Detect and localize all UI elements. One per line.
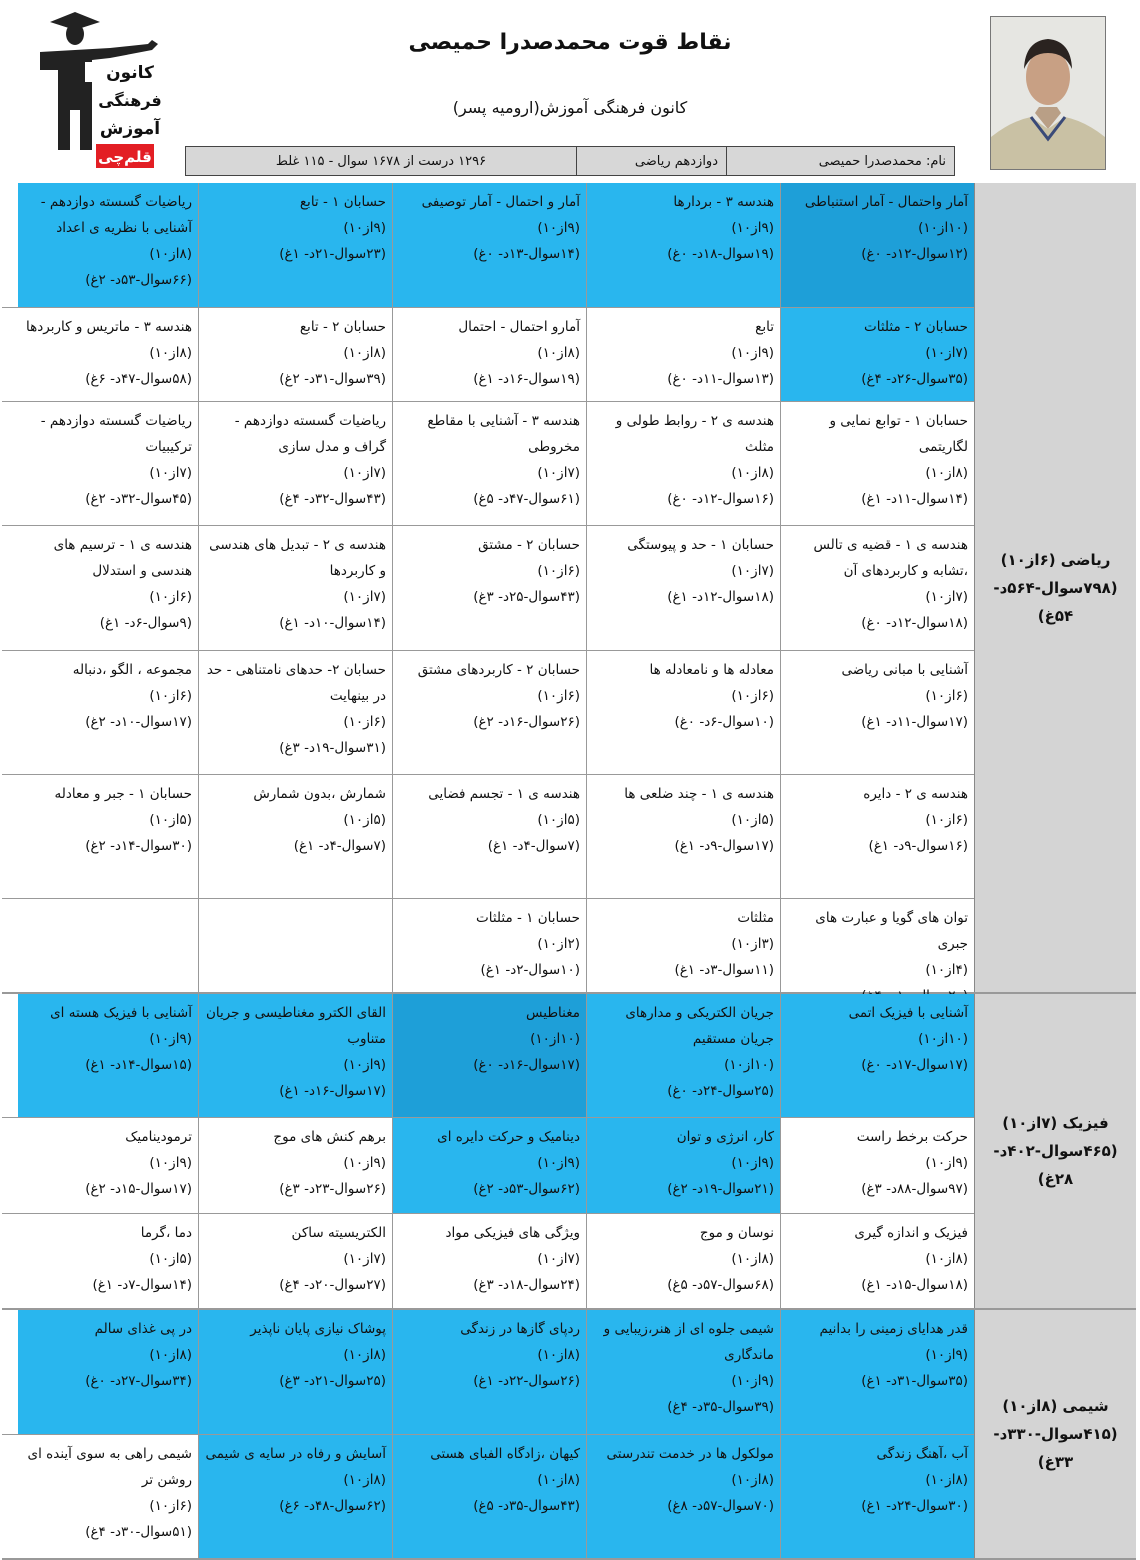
- topic-stats: (۲۵سوال-۲۴د- ۰غ): [667, 1083, 774, 1099]
- topic-score: (۵از۱۰): [537, 812, 580, 828]
- topic-cell: [18, 183, 198, 307]
- table-row: [2, 308, 974, 402]
- topic-stats: (۱۷سوال-۱۰د- ۲غ): [85, 714, 192, 730]
- topic-name: هندسه ۳ - بردارها: [673, 194, 774, 210]
- topic-stats: (۴۵سوال-۳۲د- ۲غ): [85, 491, 192, 507]
- topic-stats: (۲۴سوال-۱۸د- ۳غ): [473, 1277, 580, 1293]
- topic-name: آمار واحتمال - آمار استنباطی: [804, 194, 968, 210]
- topic-cell: [780, 526, 974, 650]
- topic-name: مولکول ها در خدمت تندرستی: [606, 1446, 774, 1462]
- topic-name: حسابان ۲ - کاربردهای مشتق: [417, 662, 580, 678]
- table-row: [2, 402, 974, 526]
- topic-stats: (۱۰سوال-۶د- ۰غ): [674, 714, 774, 730]
- topic-name: ویژگی های فیزیکی مواد: [445, 1225, 580, 1241]
- topic-cell: [198, 1310, 392, 1434]
- topic-cell: [586, 651, 780, 774]
- topic-name: هندسه ی ۱ - ترسیم های هندسی و استدلال: [53, 537, 192, 579]
- topic-name: هندسه ۳ - آشنایی با مقاطع مخروطی: [427, 413, 580, 455]
- topic-name: دینامیک و حرکت دایره ای: [437, 1129, 580, 1145]
- topic-stats: (۱۷سوال-۹د- ۱غ): [674, 838, 774, 854]
- logo-line-2: فرهنگی: [98, 91, 162, 110]
- topic-name: حرکت برخط راست: [856, 1129, 968, 1145]
- topic-name: ریاضیات گسسته دوازدهم - آشنایی با نظریه ی اعداد: [40, 194, 192, 236]
- topic-stats: (۵۱سوال-۳۰د- ۴غ): [85, 1524, 192, 1540]
- topic-name: شیمی راهی به سوی آینده ای روشن تر: [27, 1446, 192, 1488]
- topic-name: مغناطیس: [526, 1005, 580, 1021]
- topic-cell: [18, 994, 198, 1117]
- topic-name: قدر هدایای زمینی را بدانیم: [819, 1321, 968, 1337]
- topic-score: (۸از۱۰): [925, 1251, 968, 1267]
- topic-name: حسابان ۱ - جبر و معادله: [54, 786, 192, 802]
- topic-score: (۷از۱۰): [343, 465, 386, 481]
- topic-cell: [780, 308, 974, 401]
- topic-stats: (۱۱سوال-۳د- ۱غ): [674, 962, 774, 978]
- topic-score: (۷از۱۰): [537, 465, 580, 481]
- topic-score: (۷از۱۰): [343, 589, 386, 605]
- topic-cell: [198, 651, 392, 774]
- topic-score: (۵از۱۰): [149, 1251, 192, 1267]
- topic-score: (۶از۱۰): [925, 812, 968, 828]
- topic-cell: [586, 1118, 780, 1213]
- topic-stats: (۱۹سوال-۱۸د- ۰غ): [667, 246, 774, 262]
- topic-stats: (۱۷سوال-۱۶د- ۱غ): [279, 1083, 386, 1099]
- topic-stats: (۱۰سوال-۲د- ۱غ): [480, 962, 580, 978]
- topic-name: هندسه ی ۱ - قضیه ی تالس ،تشابه و کاربردهای آن: [813, 537, 968, 579]
- topic-stats: (۳۵سوال-۲۶د- ۴غ): [861, 371, 968, 387]
- topic-name: حسابان ۱ - مثلثات: [476, 910, 580, 926]
- topic-score: (۱۰از۱۰): [724, 1057, 774, 1073]
- topic-name: پوشاک نیازی پایان ناپذیر: [250, 1321, 386, 1337]
- topic-name: تابع: [755, 319, 774, 335]
- subject-block: [2, 1310, 1136, 1560]
- topic-cell: [586, 308, 780, 401]
- student-avatar-icon: [991, 17, 1105, 169]
- topic-cell: [18, 899, 198, 992]
- topic-cell: [780, 1310, 974, 1434]
- topic-stats: (۶۲سوال-۴۸د- ۶غ): [279, 1498, 386, 1514]
- topic-score: (۷از۱۰): [925, 345, 968, 361]
- topic-stats: (۱۹سوال-۱۶د- ۱غ): [473, 371, 580, 387]
- topic-score: (۵از۱۰): [149, 812, 192, 828]
- subject-block: [2, 994, 1136, 1310]
- topic-cell: [198, 402, 392, 525]
- topic-cell: [198, 994, 392, 1117]
- topic-score: (۸از۱۰): [343, 1472, 386, 1488]
- topic-cell: [18, 1214, 198, 1308]
- topic-stats: (۱۴سوال-۱۱د- ۱غ): [861, 491, 968, 507]
- logo-line-4: قلم‌چی: [98, 148, 152, 166]
- topic-stats: (۳۴سوال-۲۷د- ۰غ): [85, 1373, 192, 1389]
- topic-stats: (۹۷سوال-۸۸د- ۳غ): [861, 1181, 968, 1197]
- topic-stats: (۴۳سوال-۳۵د- ۵غ): [473, 1498, 580, 1514]
- topic-name: حسابان ۱ - تابع: [299, 194, 386, 210]
- topic-stats: (۱۳سوال-۱۱د- ۰غ): [667, 371, 774, 387]
- topic-name: هندسه ی ۱ - تجسم فضایی: [428, 786, 580, 802]
- topic-stats: (۱۶سوال-۱۲د- ۰غ): [667, 491, 774, 507]
- table-row: [2, 183, 974, 308]
- topic-stats: (۱۷سوال-۱۵د- ۲غ): [85, 1181, 192, 1197]
- topic-cell: [586, 526, 780, 650]
- topic-cell: [780, 1214, 974, 1308]
- topic-score: (۱۰از۱۰): [918, 220, 968, 236]
- topic-score: (۶از۱۰): [149, 589, 192, 605]
- topic-stats: (۲۷سوال-۲۰د- ۴غ): [279, 1277, 386, 1293]
- topic-cell: [586, 775, 780, 898]
- topic-cell: [392, 1214, 586, 1308]
- topic-cell: [18, 1435, 198, 1558]
- topic-name: هندسه ی ۲ - تبدیل های هندسی و کاربردها: [209, 537, 386, 579]
- student-stats-field: ۱۲۹۶ درست از ۱۶۷۸ سوال - ۱۱۵ غلط: [275, 153, 487, 169]
- topic-score: (۸از۱۰): [149, 345, 192, 361]
- topic-score: (۹از۱۰): [731, 1155, 774, 1171]
- topic-score: (۸از۱۰): [343, 1347, 386, 1363]
- topic-score: (۱۰از۱۰): [918, 1031, 968, 1047]
- subject-label: ریاضی (۶از۱۰) (۷۹۸سوال-۵۶۴د- ۵۴غ): [974, 183, 1136, 992]
- topic-stats: (۲۳سوال-۲۱د- ۱غ): [279, 246, 386, 262]
- subject-label: شیمی (۸از۱۰) (۴۱۵سوال-۳۳۰د- ۳۳غ): [974, 1310, 1136, 1558]
- strengths-table: [2, 183, 1136, 1560]
- topic-stats: (۳۹سوال-۳۱د- ۲غ): [279, 371, 386, 387]
- topic-cell: [18, 775, 198, 898]
- topic-cell: [780, 402, 974, 525]
- student-grade-field: دوازدهم ریاضی: [576, 147, 726, 175]
- topic-stats: (۹سوال-۶د- ۱غ): [99, 615, 192, 631]
- topic-score: (۹از۱۰): [537, 1155, 580, 1171]
- topic-stats: (۱۲سوال-۱۲د- ۰غ): [861, 246, 968, 262]
- topic-name: ریاضیات گسسته دوازدهم - ترکیبیات: [40, 413, 192, 455]
- table-row: [2, 1214, 974, 1308]
- topic-cell: [18, 402, 198, 525]
- topic-cell: [392, 994, 586, 1117]
- topic-name: حسابان ۱ - حد و پیوستگی: [627, 537, 774, 553]
- topic-name: توان های گویا و عبارت های جبری: [815, 910, 968, 952]
- topic-name: حسابان ۲ - مشتق: [478, 537, 580, 553]
- topic-score: (۸از۱۰): [925, 1472, 968, 1488]
- topic-cell: [392, 1118, 586, 1213]
- topic-stats: (۲۶سوال-۲۳د- ۳غ): [279, 1181, 386, 1197]
- topic-cell: [18, 1310, 198, 1434]
- topic-score: (۶از۱۰): [731, 688, 774, 704]
- topic-stats: (۱۷سوال-۱۶د- ۰غ): [473, 1057, 580, 1073]
- topic-score: (۲از۱۰): [537, 936, 580, 952]
- topic-cell: [586, 1435, 780, 1558]
- topic-name: مثلثات: [737, 910, 774, 926]
- topic-cell: [392, 526, 586, 650]
- topic-name: دما ،گرما: [140, 1225, 192, 1241]
- topic-cell: [392, 308, 586, 401]
- topic-name: معادله ها و نامعادله ها: [649, 662, 774, 678]
- topic-stats: (۱۷سوال-۱۷د- ۰غ): [861, 1057, 968, 1073]
- topic-stats: (۴۳سوال-۲۵د- ۳غ): [473, 589, 580, 605]
- topic-cell: [392, 183, 586, 307]
- topic-stats: (۳۰سوال-۲۴د- ۱غ): [861, 1498, 968, 1514]
- topic-score: (۸از۱۰): [343, 345, 386, 361]
- topic-score: (۶از۱۰): [343, 714, 386, 730]
- topic-stats: (۱۸سوال-۱۲د- ۱غ): [667, 589, 774, 605]
- topic-cell: [392, 775, 586, 898]
- topic-cell: [198, 1118, 392, 1213]
- table-row: [2, 1310, 974, 1435]
- topic-stats: (۱۴سوال-۷د- ۱غ): [92, 1277, 192, 1293]
- topic-score: (۹از۱۰): [149, 1031, 192, 1047]
- table-row: [2, 651, 974, 775]
- topic-cell: [18, 1118, 198, 1213]
- table-row: [2, 899, 974, 992]
- topic-name: آسایش و رفاه در سایه ی شیمی: [205, 1446, 386, 1462]
- topic-name: القای الکترو مغناطیسی و جریان متناوب: [205, 1005, 386, 1047]
- topic-name: کیهان ،زادگاه الفبای هستی: [430, 1446, 580, 1462]
- topic-cell: [392, 899, 586, 992]
- topic-cell: [18, 526, 198, 650]
- subject-block: [2, 183, 1136, 994]
- topic-score: (۱۰از۱۰): [530, 1031, 580, 1047]
- topic-name: برهم کنش های موج: [273, 1129, 386, 1145]
- student-photo: [990, 16, 1106, 170]
- topic-name: هندسه ی ۲ - روابط طولی و مثلث: [615, 413, 774, 455]
- topic-score: (۸از۱۰): [731, 465, 774, 481]
- topic-name: هندسه ی ۲ - دایره: [863, 786, 968, 802]
- topic-stats: (۶۸سوال-۵۷د- ۵غ): [667, 1277, 774, 1293]
- topic-score: (۶از۱۰): [925, 688, 968, 704]
- topic-score: (۹از۱۰): [343, 1155, 386, 1171]
- topic-stats: (۷سوال-۴د- ۱غ): [293, 838, 386, 854]
- page-subtitle: کانون فرهنگی آموزش(ارومیه پسر): [452, 98, 688, 117]
- topic-score: (۸از۱۰): [537, 1472, 580, 1488]
- logo-line-1: کانون: [106, 63, 154, 83]
- topic-score: (۸از۱۰): [149, 1347, 192, 1363]
- topic-name: هندسه ی ۱ - چند ضلعی ها: [624, 786, 774, 802]
- topic-score: (۸از۱۰): [149, 246, 192, 262]
- topic-cell: [198, 526, 392, 650]
- topic-cell: [198, 1435, 392, 1558]
- topic-name: حسابان ۲- حدهای نامتناهی - حد در بینهایت: [206, 662, 386, 704]
- topic-cell: [780, 1118, 974, 1213]
- topic-score: (۸از۱۰): [925, 465, 968, 481]
- topic-name: ترمودینامیک: [125, 1129, 192, 1145]
- subject-label: فیزیک (۷از۱۰) (۴۶۵سوال-۴۰۲د- ۲۸غ): [974, 994, 1136, 1308]
- topic-stats: (۶۶سوال-۵۳د- ۲غ): [85, 272, 192, 288]
- table-row: [2, 994, 974, 1118]
- topic-stats: (۱۸سوال-۱۵د- ۱غ): [861, 1277, 968, 1293]
- topic-score: (۹از۱۰): [925, 1155, 968, 1171]
- topic-score: (۹از۱۰): [149, 1155, 192, 1171]
- topic-name: فیزیک و اندازه گیری: [854, 1225, 968, 1241]
- topic-score: (۶از۱۰): [149, 688, 192, 704]
- topic-name: آمار و احتمال - آمار توصیفی: [421, 194, 580, 210]
- topic-cell: [780, 183, 974, 307]
- student-info-bar: [185, 146, 955, 176]
- topic-stats: (۱۸سوال-۱۲د- ۰غ): [861, 615, 968, 631]
- topic-cell: [392, 1310, 586, 1434]
- topic-stats: (۳۰سوال-۱۴د- ۲غ): [85, 838, 192, 854]
- topic-score: (۸از۱۰): [731, 1251, 774, 1267]
- topic-name: شیمی جلوه ای از هنر،زیبایی و ماندگاری: [603, 1321, 774, 1363]
- topic-name: در پی غذای سالم: [94, 1321, 192, 1337]
- topic-cell: [780, 651, 974, 774]
- page-title: نقاط قوت محمدصدرا حمیصی: [408, 30, 732, 55]
- topic-name: کار، انرژی و توان: [676, 1129, 774, 1145]
- topic-name: آشنایی با مبانی ریاضی: [841, 662, 968, 678]
- topic-name: حسابان ۲ - تابع: [299, 319, 386, 335]
- topic-stats: (۳۵سوال-۳۱د- ۱غ): [861, 1373, 968, 1389]
- logo-figure-icon: [30, 10, 180, 170]
- topic-cell: [780, 775, 974, 898]
- topic-score: (۹از۱۰): [343, 1057, 386, 1073]
- topic-score: (۷از۱۰): [925, 589, 968, 605]
- kanoon-logo: [30, 10, 180, 170]
- topic-score: (۸از۱۰): [731, 1472, 774, 1488]
- topic-stats: (۴۳سوال-۳۲د- ۴غ): [279, 491, 386, 507]
- topic-name: آشنایی با فیزیک هسته ای: [50, 1005, 192, 1021]
- topic-score: (۷از۱۰): [731, 563, 774, 579]
- topic-score: (۶از۱۰): [149, 1498, 192, 1514]
- table-row: [2, 1435, 974, 1558]
- topic-score: (۴از۱۰): [925, 962, 968, 978]
- topic-stats: (۱۷سوال-۱۱د- ۱غ): [861, 714, 968, 730]
- topic-cell: [198, 1214, 392, 1308]
- topic-cell: [780, 899, 974, 992]
- student-name-field: نام: محمدصدرا حمیصی: [726, 147, 954, 175]
- topic-cell: [392, 1435, 586, 1558]
- topic-stats: (۲۶سوال-۲۲د- ۱غ): [473, 1373, 580, 1389]
- topic-score: (۸از۱۰): [537, 1347, 580, 1363]
- topic-stats: (۲۵سوال-۲۱د- ۳غ): [279, 1373, 386, 1389]
- table-row: [2, 1118, 974, 1214]
- topic-name: آمارو احتمال - احتمال: [458, 319, 580, 335]
- topic-score: (۵از۱۰): [731, 812, 774, 828]
- topic-stats: (۱۴سوال-۱۰د- ۱غ): [279, 615, 386, 631]
- topic-name: حسابان ۲ - مثلثات: [864, 319, 968, 335]
- topic-stats: (۷۰سوال-۵۷د- ۸غ): [667, 1498, 774, 1514]
- topic-cell: [586, 1214, 780, 1308]
- topic-cell: [198, 775, 392, 898]
- topic-cell: [392, 402, 586, 525]
- topic-stats: (۲۶سوال-۱۶د- ۲غ): [473, 714, 580, 730]
- topic-name: جریان الکتریکی و مدارهای جریان مستقیم: [625, 1005, 774, 1047]
- topic-cell: [392, 651, 586, 774]
- topic-name: شمارش ،بدون شمارش: [253, 786, 386, 802]
- topic-cell: [586, 899, 780, 992]
- topic-stats: (۱۶سوال-۹د- ۱غ): [868, 838, 968, 854]
- topic-score: (۷از۱۰): [343, 1251, 386, 1267]
- topic-stats: (۷سوال-۴د- ۱غ): [487, 838, 580, 854]
- topic-cell: [780, 1435, 974, 1558]
- topic-stats: (۱۴سوال-۱۳د- ۰غ): [473, 246, 580, 262]
- topic-name: نوسان و موج: [699, 1225, 774, 1241]
- topic-score: (۹از۱۰): [537, 220, 580, 236]
- topic-cell: [586, 1310, 780, 1434]
- topic-score: (۶از۱۰): [537, 688, 580, 704]
- topic-stats: (۶۲سوال-۵۳د- ۲غ): [473, 1181, 580, 1197]
- topic-score: (۹از۱۰): [343, 220, 386, 236]
- topic-name: مجموعه ، الگو ،دنباله: [72, 662, 192, 678]
- table-row: [2, 526, 974, 651]
- topic-score: (۹از۱۰): [731, 345, 774, 361]
- topic-score: (۵از۱۰): [343, 812, 386, 828]
- topic-stats: (۳۱سوال-۱۹د- ۳غ): [279, 740, 386, 756]
- topic-stats: (۳۹سوال-۳۵د- ۴غ): [667, 1399, 774, 1415]
- topic-name: ریاضیات گسسته دوازدهم - گراف و مدل سازی: [234, 413, 386, 455]
- topic-stats: (۱۵سوال-۱۴د- ۱غ): [85, 1057, 192, 1073]
- topic-cell: [586, 994, 780, 1117]
- topic-score: (۷از۱۰): [537, 1251, 580, 1267]
- topic-stats: (۶۱سوال-۴۷د- ۵غ): [473, 491, 580, 507]
- topic-cell: [198, 308, 392, 401]
- topic-cell: [198, 899, 392, 992]
- topic-name: حسابان ۱ - توابع نمایی و لگاریتمی: [829, 413, 968, 455]
- topic-name: آب ،آهنگ زندگی: [876, 1446, 968, 1462]
- topic-score: (۹از۱۰): [731, 1373, 774, 1389]
- topic-cell: [18, 308, 198, 401]
- topic-cell: [198, 183, 392, 307]
- topic-score: (۹از۱۰): [731, 220, 774, 236]
- logo-line-3: آموزش: [99, 119, 161, 139]
- topic-name: ردپای گازها در زندگی: [460, 1321, 580, 1337]
- topic-score: (۷از۱۰): [149, 465, 192, 481]
- table-row: [2, 775, 974, 899]
- topic-cell: [586, 183, 780, 307]
- topic-cell: [18, 651, 198, 774]
- topic-score: (۸از۱۰): [537, 345, 580, 361]
- topic-score: (۹از۱۰): [925, 1347, 968, 1363]
- topic-score: (۳از۱۰): [731, 936, 774, 952]
- topic-score: (۶از۱۰): [537, 563, 580, 579]
- topic-name: الکتریسیته ساکن: [291, 1225, 386, 1241]
- topic-stats: (۵۸سوال-۴۷د- ۶غ): [85, 371, 192, 387]
- topic-name: آشنایی با فیزیک اتمی: [848, 1005, 968, 1021]
- topic-cell: [780, 994, 974, 1117]
- topic-cell: [586, 402, 780, 525]
- topic-name: هندسه ۳ - ماتریس و کاربردها: [26, 319, 192, 335]
- topic-stats: (۲۱سوال-۱۹د- ۲غ): [667, 1181, 774, 1197]
